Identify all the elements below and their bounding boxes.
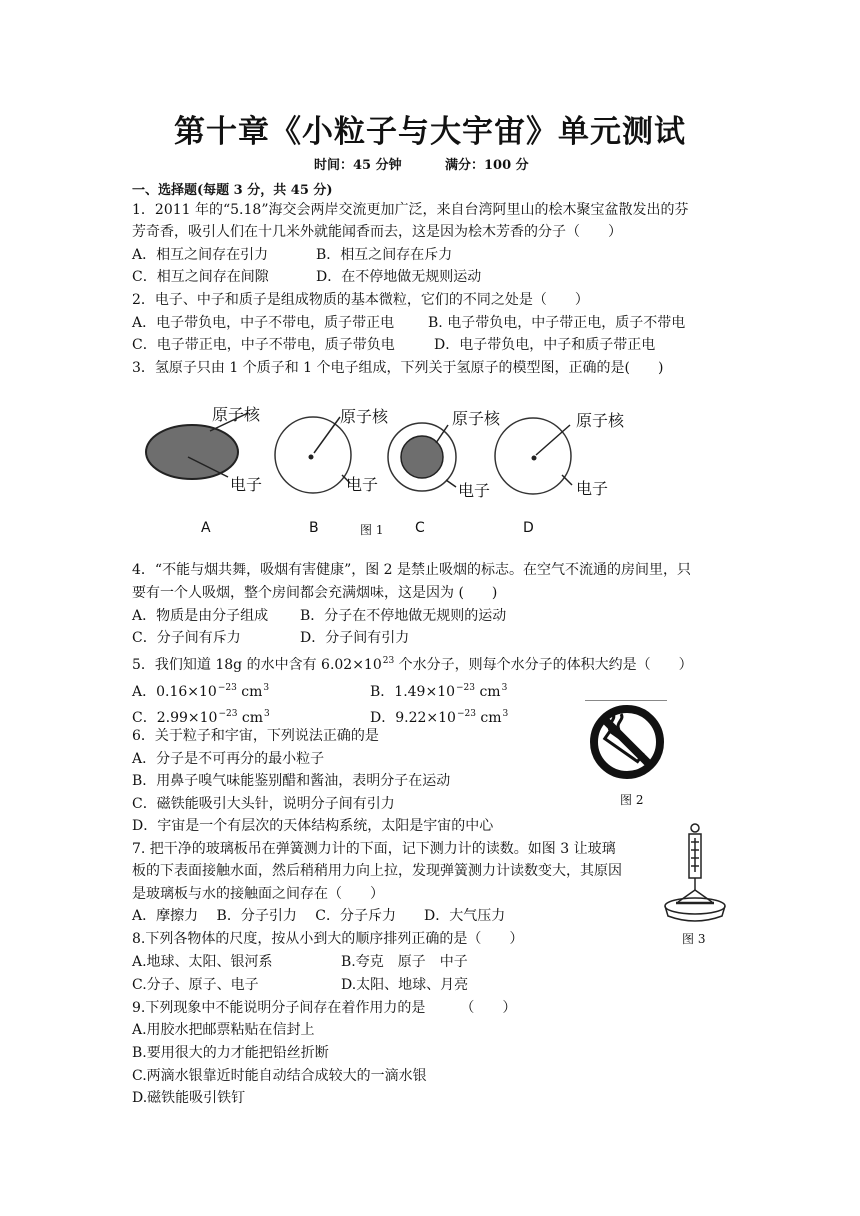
q6-option-b: B．用鼻子嗅气味能鉴别醋和酱油，表明分子在运动: [132, 773, 451, 789]
q2-option-c: C．电子带正电，中子不带电，质子带负电: [132, 337, 395, 353]
q5-option-b: B．$1.49\times 10^{-23}$ $cm^3$: [370, 683, 508, 700]
fig1-a-nucleus-label: 原子核: [212, 405, 261, 424]
q6-option-a: A．分子是不可再分的最小粒子: [132, 751, 325, 767]
fig1-d-electron-label: 电子: [576, 479, 609, 498]
page-title: 第十章《小粒子与大宇宙》单元测试: [174, 114, 686, 150]
no-smoking-icon: [587, 702, 667, 782]
q6-option-c: C．磁铁能吸引大头针，说明分子间有引力: [132, 796, 395, 812]
fig1-c-electron-label: 电子: [458, 481, 491, 500]
fig1-a-electron-label: 电子: [230, 475, 263, 494]
q9-option-d: D.磁铁能吸引铁钉: [132, 1090, 246, 1106]
fig1-label-b: B: [309, 520, 319, 536]
fig2-top-rule: [585, 700, 667, 701]
fig1-d-nucleus-label: 原子核: [576, 411, 625, 430]
q4-stem-line2: 要有一个人吸烟，整个房间都会充满烟味，这是因为 ( ): [132, 585, 498, 601]
q5-option-a: A．$0.16\times 10^{-23}$ $cm^3$: [132, 683, 270, 700]
q4-option-a: A．物质是由分子组成: [132, 608, 269, 624]
q9-option-a: A.用胶水把邮票粘贴在信封上: [132, 1022, 315, 1038]
q1-option-a: A．相互之间存在引力: [132, 247, 269, 263]
q8-stem: 8.下列各物体的尺度，按从小到大的顺序排列正确的是（ ）: [132, 931, 524, 947]
q5-option-c: C．$2.99\times 10^{-23}$ $cm^3$: [132, 709, 270, 726]
fig1-label-d: D: [523, 520, 534, 536]
q1-option-b: B．相互之间存在斥力: [316, 247, 453, 263]
q2-option-a: A．电子带负电，中子不带电，质子带正电: [132, 315, 395, 331]
model-a-nucleus-icon: [146, 425, 238, 479]
q7-line3: 是玻璃板与水的接触面之间存在（ ）: [132, 886, 384, 902]
q1-stem-line2: 芳奇香，吸引人们在十几米外就能闻香而去，这是因为桧木芳香的分子（ ）: [132, 224, 622, 240]
q4-option-c: C．分子间有斥力: [132, 630, 241, 646]
q7-line2: 板的下表面接触水面，然后稍稍用力向上拉，发现弹簧测力计读数变大，其原因: [132, 863, 622, 879]
section-heading: 一、选择题(每题 3 分，共 45 分): [132, 183, 333, 198]
q8-option-c: C.分子、原子、电子: [132, 977, 259, 993]
spring-scale-icon: [662, 820, 740, 928]
q9-stem: 9.下列现象中不能说明分子间存在着作用力的是 （ ）: [132, 1000, 517, 1016]
fig1-b-electron-label: 电子: [346, 475, 379, 494]
fig2-caption: 图 2: [620, 793, 644, 807]
exam-time: 时间：45 分钟: [314, 158, 402, 173]
q9-option-b: B.要用很大的力才能把铅丝折断: [132, 1045, 329, 1061]
q8-option-a: A.地球、太阳、银河系: [132, 954, 273, 970]
q7-line1: 7. 把干净的玻璃板吊在弹簧测力计的下面，记下测力计的读数。如图 3 让玻璃: [132, 841, 616, 857]
q8-option-b: B.夸克 原子 中子: [341, 954, 468, 970]
fig1-label-c: C: [415, 520, 425, 536]
fig1-label-a: A: [201, 520, 211, 536]
q6-stem: 6．关于粒子和宇宙，下列说法正确的是: [132, 728, 379, 744]
q3-stem: 3．氢原子只由 1 个质子和 1 个电子组成，下列关于氢原子的模型图，正确的是( ): [132, 360, 664, 376]
q4-option-b: B．分子在不停地做无规则的运动: [300, 608, 507, 624]
fig3-caption: 图 3: [682, 932, 706, 946]
q8-option-d: D.太阳、地球、月亮: [341, 977, 469, 993]
q9-option-c: C.两滴水银靠近时能自动结合成较大的一滴水银: [132, 1068, 427, 1084]
q4-option-d: D．分子间有引力: [300, 630, 410, 646]
fig1-caption: 图 1: [360, 523, 384, 537]
exam-score: 满分：100 分: [445, 158, 529, 173]
q7-options: A．摩擦力 B．分子引力 C．分子斥力 D．大气压力: [132, 908, 506, 924]
q5-option-d: D．$9.22\times 10^{-23}$ $cm^3$: [370, 709, 509, 726]
q1-option-c: C．相互之间存在间隙: [132, 269, 269, 285]
q1-stem-line1: 1．2011 年的“5.18”海交会两岸交流更加广泛，来自台湾阿里山的桧木聚宝盆散发出的芬: [132, 202, 689, 218]
q4-stem-line1: 4．“不能与烟共舞，吸烟有害健康”，图 2 是禁止吸烟的标志。在空气不流通的房间里，只: [132, 562, 692, 578]
q2-option-b: B. 电子带负电，中子带正电，质子不带电: [428, 315, 686, 331]
fig1-b-nucleus-label: 原子核: [340, 407, 389, 426]
q5-stem: 5．我们知道 18g 的水中含有 $6.02\times 10^{23}$ 个水分子，则每个水分子的体积大约是（ ）: [132, 656, 693, 673]
fig1-c-nucleus-label: 原子核: [452, 409, 501, 428]
q1-option-d: D．在不停地做无规则运动: [316, 269, 482, 285]
q2-stem: 2．电子、中子和质子是组成物质的基本微粒，它们的不同之处是（ ）: [132, 292, 589, 308]
q2-option-d: D．电子带负电，中子和质子带正电: [434, 337, 656, 353]
model-b-atom-icon: [275, 417, 351, 493]
q6-option-d: D．宇宙是一个有层次的天体结构系统，太阳是宇宙的中心: [132, 818, 494, 834]
